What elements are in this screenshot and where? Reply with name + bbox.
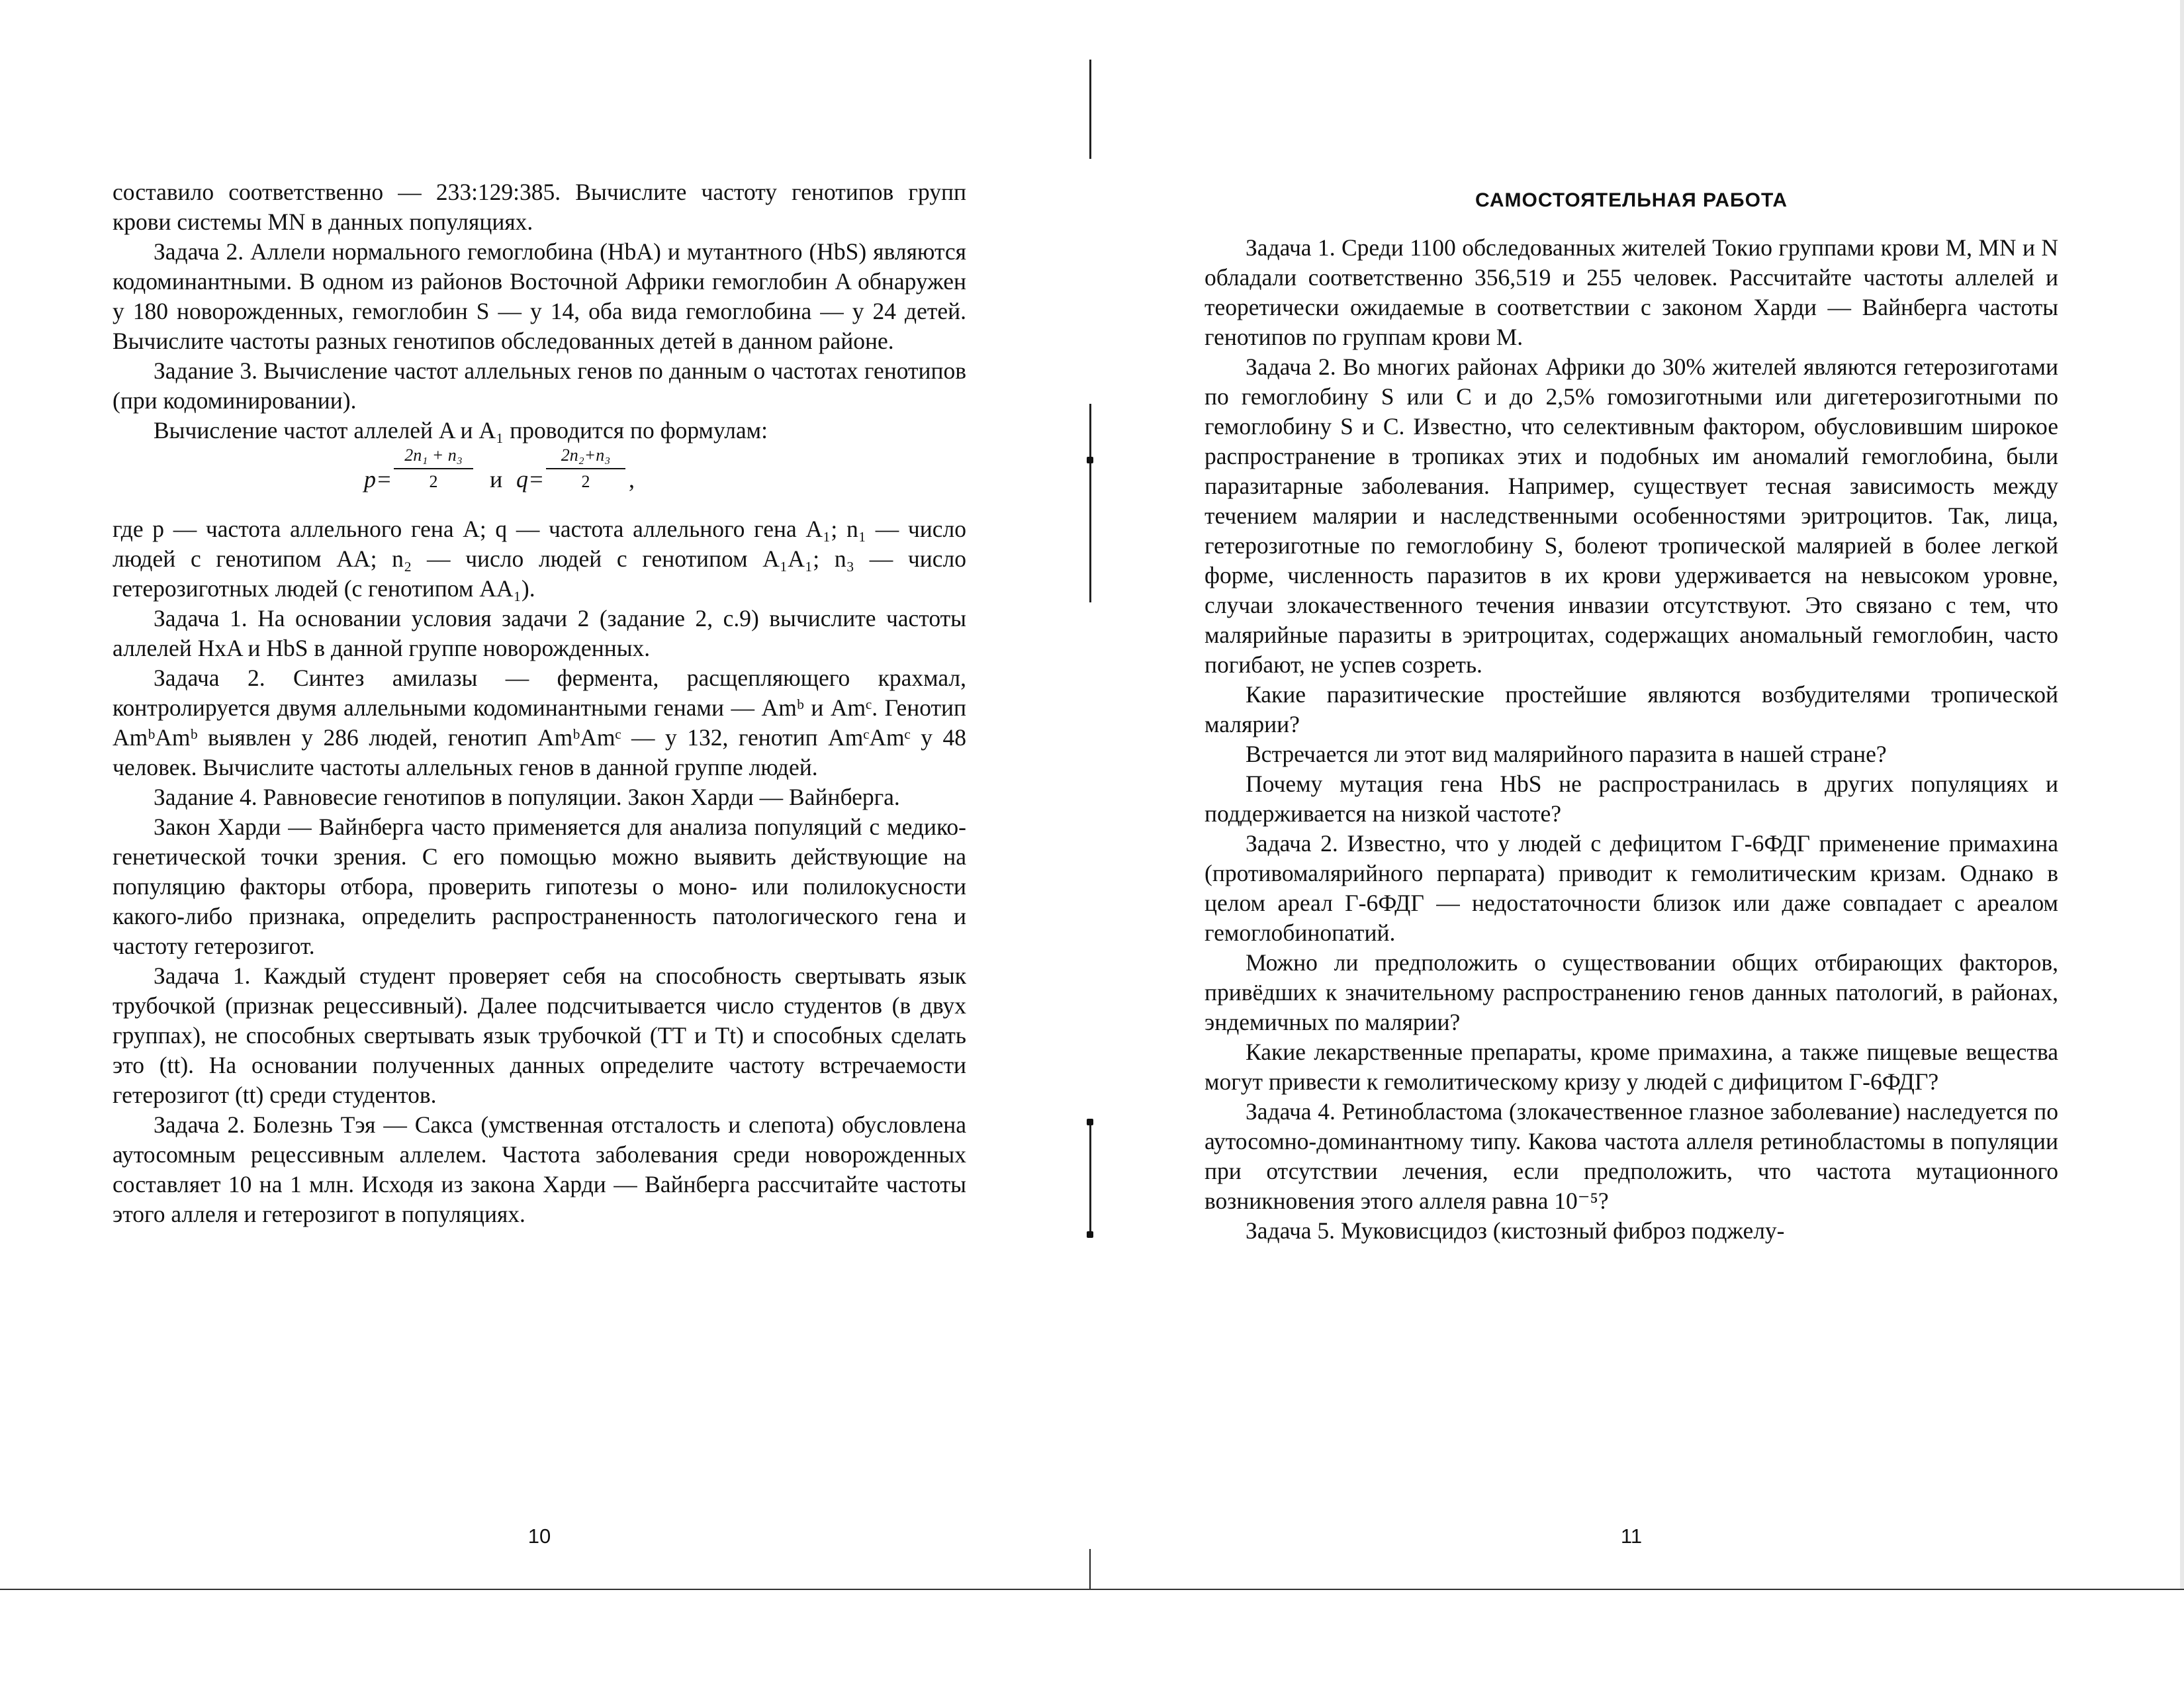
gutter-line-segment: [1089, 1549, 1091, 1589]
left-page-body: [113, 177, 966, 1229]
allele-frequency-formula: [113, 445, 966, 514]
gutter-line-segment: [1089, 60, 1091, 159]
binding-staple-mark: [1087, 1119, 1093, 1125]
paragraph: Какие лекарственные препараты, кроме примахина, а также пищевые вещества могут привести к гемолитическому кризу у людей с дифицитом Г-6ФДГ?: [1205, 1039, 2058, 1095]
paragraph: Какие паразитические простейшие являются возбудителями тропической малярии?: [1205, 681, 2058, 737]
paragraph: Задача 1. Среди 1100 обследованных жителей Токио группами крови M, MN и N обладали соответственно 356,519 и 255 человек. Рассчитайте частоты аллелей и теоретически ожидаемые в соответствии с законом Харди — Вайнберга частоты генотипов по группам крови M.: [1205, 234, 2058, 350]
formula-conjunction: и: [490, 466, 503, 492]
formula-q-denominator: 2: [581, 472, 590, 491]
formula-p-lhs: p=: [364, 466, 392, 492]
gutter-line-segment: [1089, 1119, 1091, 1238]
paragraph: Встречается ли этот вид малярийного паразита в нашей стране?: [1246, 741, 1887, 767]
paragraph: где p — частота аллельного гена A; q — частота аллельного гена A₁; n₁ — число людей с генотипом AA; n₂ — число людей с генотипом A₁A₁; n₃ — число гетерозиготных людей (с генотипом AA₁).: [113, 516, 966, 602]
formula-tail: ,: [629, 466, 635, 492]
book-gutter: [1085, 60, 1095, 1589]
paragraph: Задание 3. Вычисление частот аллельных генов по данным о частотах генотипов (при кодоминировании).: [113, 357, 966, 414]
paragraph: составило соответственно — 233:129:385. Вычислите частоту генотипов групп крови системы MN в данных популяциях.: [113, 179, 966, 235]
paragraph: Задача 1. На основании условия задачи 2 (задание 2, с.9) вычислите частоты аллелей HxA и HbS в данной группе новорожденных.: [113, 605, 966, 661]
gutter-line-segment: [1089, 404, 1091, 602]
paragraph: Задание 4. Равновесие генотипов в популяции. Закон Харди — Вайнберга.: [154, 784, 900, 810]
scan-bottom-edge: [0, 1589, 2184, 1590]
paragraph: Задача 5. Муковисцидоз (кистозный фиброз поджелу-: [1246, 1217, 1785, 1244]
paragraph: Задача 2. Болезнь Тэя — Сакса (умственная отсталость и слепота) обусловлена аутосомным рецессивным аллелем. Частота заболевания среди новорожденных составляет 10 на 1 млн. Исходя из закона Харди — Вайнберга рассчитайте частоты этого аллеля и гетерозигот в популяциях.: [113, 1111, 966, 1227]
right-page-body: [1205, 233, 2058, 1246]
page-number-left: 10: [527, 1524, 551, 1548]
binding-staple-mark: [1087, 1231, 1093, 1238]
page-number-right: 11: [1620, 1524, 1643, 1548]
scan-right-edge: [2180, 0, 2184, 1589]
section-heading: САМОСТОЯТЕЛЬНАЯ РАБОТА: [1475, 189, 1788, 211]
left-page: [113, 0, 966, 1589]
formula-p-denominator: 2: [429, 472, 438, 491]
paragraph: Задача 1. Каждый студент проверяет себя на способность свертывать язык трубочкой (признак рецессивный). Далее подсчитывается число студентов (в двух группах), не способных свертывать язык трубочкой (TT и Tt) и способных сделать это (tt). На основании полученных данных определите частоту встречаемости гетерозигот (tt) среди студентов.: [113, 962, 966, 1108]
formula-p-numerator: 2n₁ + n₃: [394, 445, 473, 469]
formula-q-fraction: [546, 445, 625, 492]
paragraph: Задача 2. Аллели нормального гемоглобина (HbA) и мутантного (HbS) являются кодоминантными. В одном из районов Восточной Африки гемоглобин A обнаружен у 180 новорожденных, гемоглобин S — у 14, оба вида гемоглобина — у 24 детей. Вычислите частоты разных генотипов обследованных детей в данном районе.: [113, 238, 966, 354]
binding-staple-mark: [1087, 457, 1093, 463]
formula-q-numerator: 2n₂+n₃: [546, 445, 625, 469]
paragraph: Задача 2. Известно, что у людей с дефицитом Г-6ФДГ применение примахина (противомалярийного перпарата) приводит к гемолитическим кризам. Однако в целом ареал Г-6ФДГ — недостаточности близок или даже совпадает с ареалом гемоглобинопатий.: [1205, 830, 2058, 946]
paragraph: Задача 4. Ретинобластома (злокачественное глазное заболевание) наследуется по аутосомно-доминантному типу. Какова частота аллеля ретинобластомы в популяции при отсутствии лечения, если предположить, что частота мутационного возникновения этого аллеля равна 10⁻⁵?: [1205, 1098, 2058, 1214]
paragraph: Почему мутация гена HbS не распространилась в других популяциях и поддерживается на низкой частоте?: [1205, 771, 2058, 827]
paragraph: Можно ли предположить о существовании общих отбирающих факторов, привёдших к значительному распространению генов данных патологий, в районах, эндемичных по малярии?: [1205, 949, 2058, 1035]
paragraph: Задача 2. Синтез амилазы — фермента, расщепляющего крахмал, контролируется двумя аллельными кодоминантными генами — Amᵇ и Amᶜ. Генотип AmᵇAmᵇ выявлен у 286 людей, генотип AmᵇAmᶜ — у 132, генотип AmᶜAmᶜ у 48 человек. Вычислите частоты аллельных генов в данной группе людей.: [113, 665, 966, 780]
paragraph: Закон Харди — Вайнберга часто применяется для анализа популяций с медико-генетической точки зрения. С его помощью можно выявить действующие на популяцию факторы отбора, проверить гипотезы о моно- или полилокусности какого-либо признака, определить распространенность патологического гена и частоту гетерозигот.: [113, 814, 966, 959]
formula-p-fraction: [394, 445, 473, 492]
paragraph: Вычисление частот аллелей A и A₁ проводится по формулам:: [154, 417, 768, 444]
right-page: [1205, 0, 2058, 1589]
paragraph: Задача 2. Во многих районах Африки до 30% жителей являются гетерозиготами по гемоглобину S или C и до 2,5% гомозиготными или дигетерозиготными по гемоглобину S и C. Известно, что селективным фактором, обусловившим широкое распространение в тропиках этих и подобных им аномалий гемоглобина, были паразитарные заболевания. Например, существует тесная зависимость между течением малярии и наследственными особенностями эритроцитов. Так, лица, гетерозиготные по гемоглобину S, болеют тропической малярией в более легкой форме, численность паразитов в их крови удерживается на невысоком уровне, случаи злокачественного течения инвазии отсутствуют. Это связано с тем, что малярийные паразиты в эритроцитах, содержащих аномальный гемоглобин, часто погибают, не успев созреть.: [1205, 353, 2058, 678]
formula-q-lhs: q=: [516, 466, 545, 492]
